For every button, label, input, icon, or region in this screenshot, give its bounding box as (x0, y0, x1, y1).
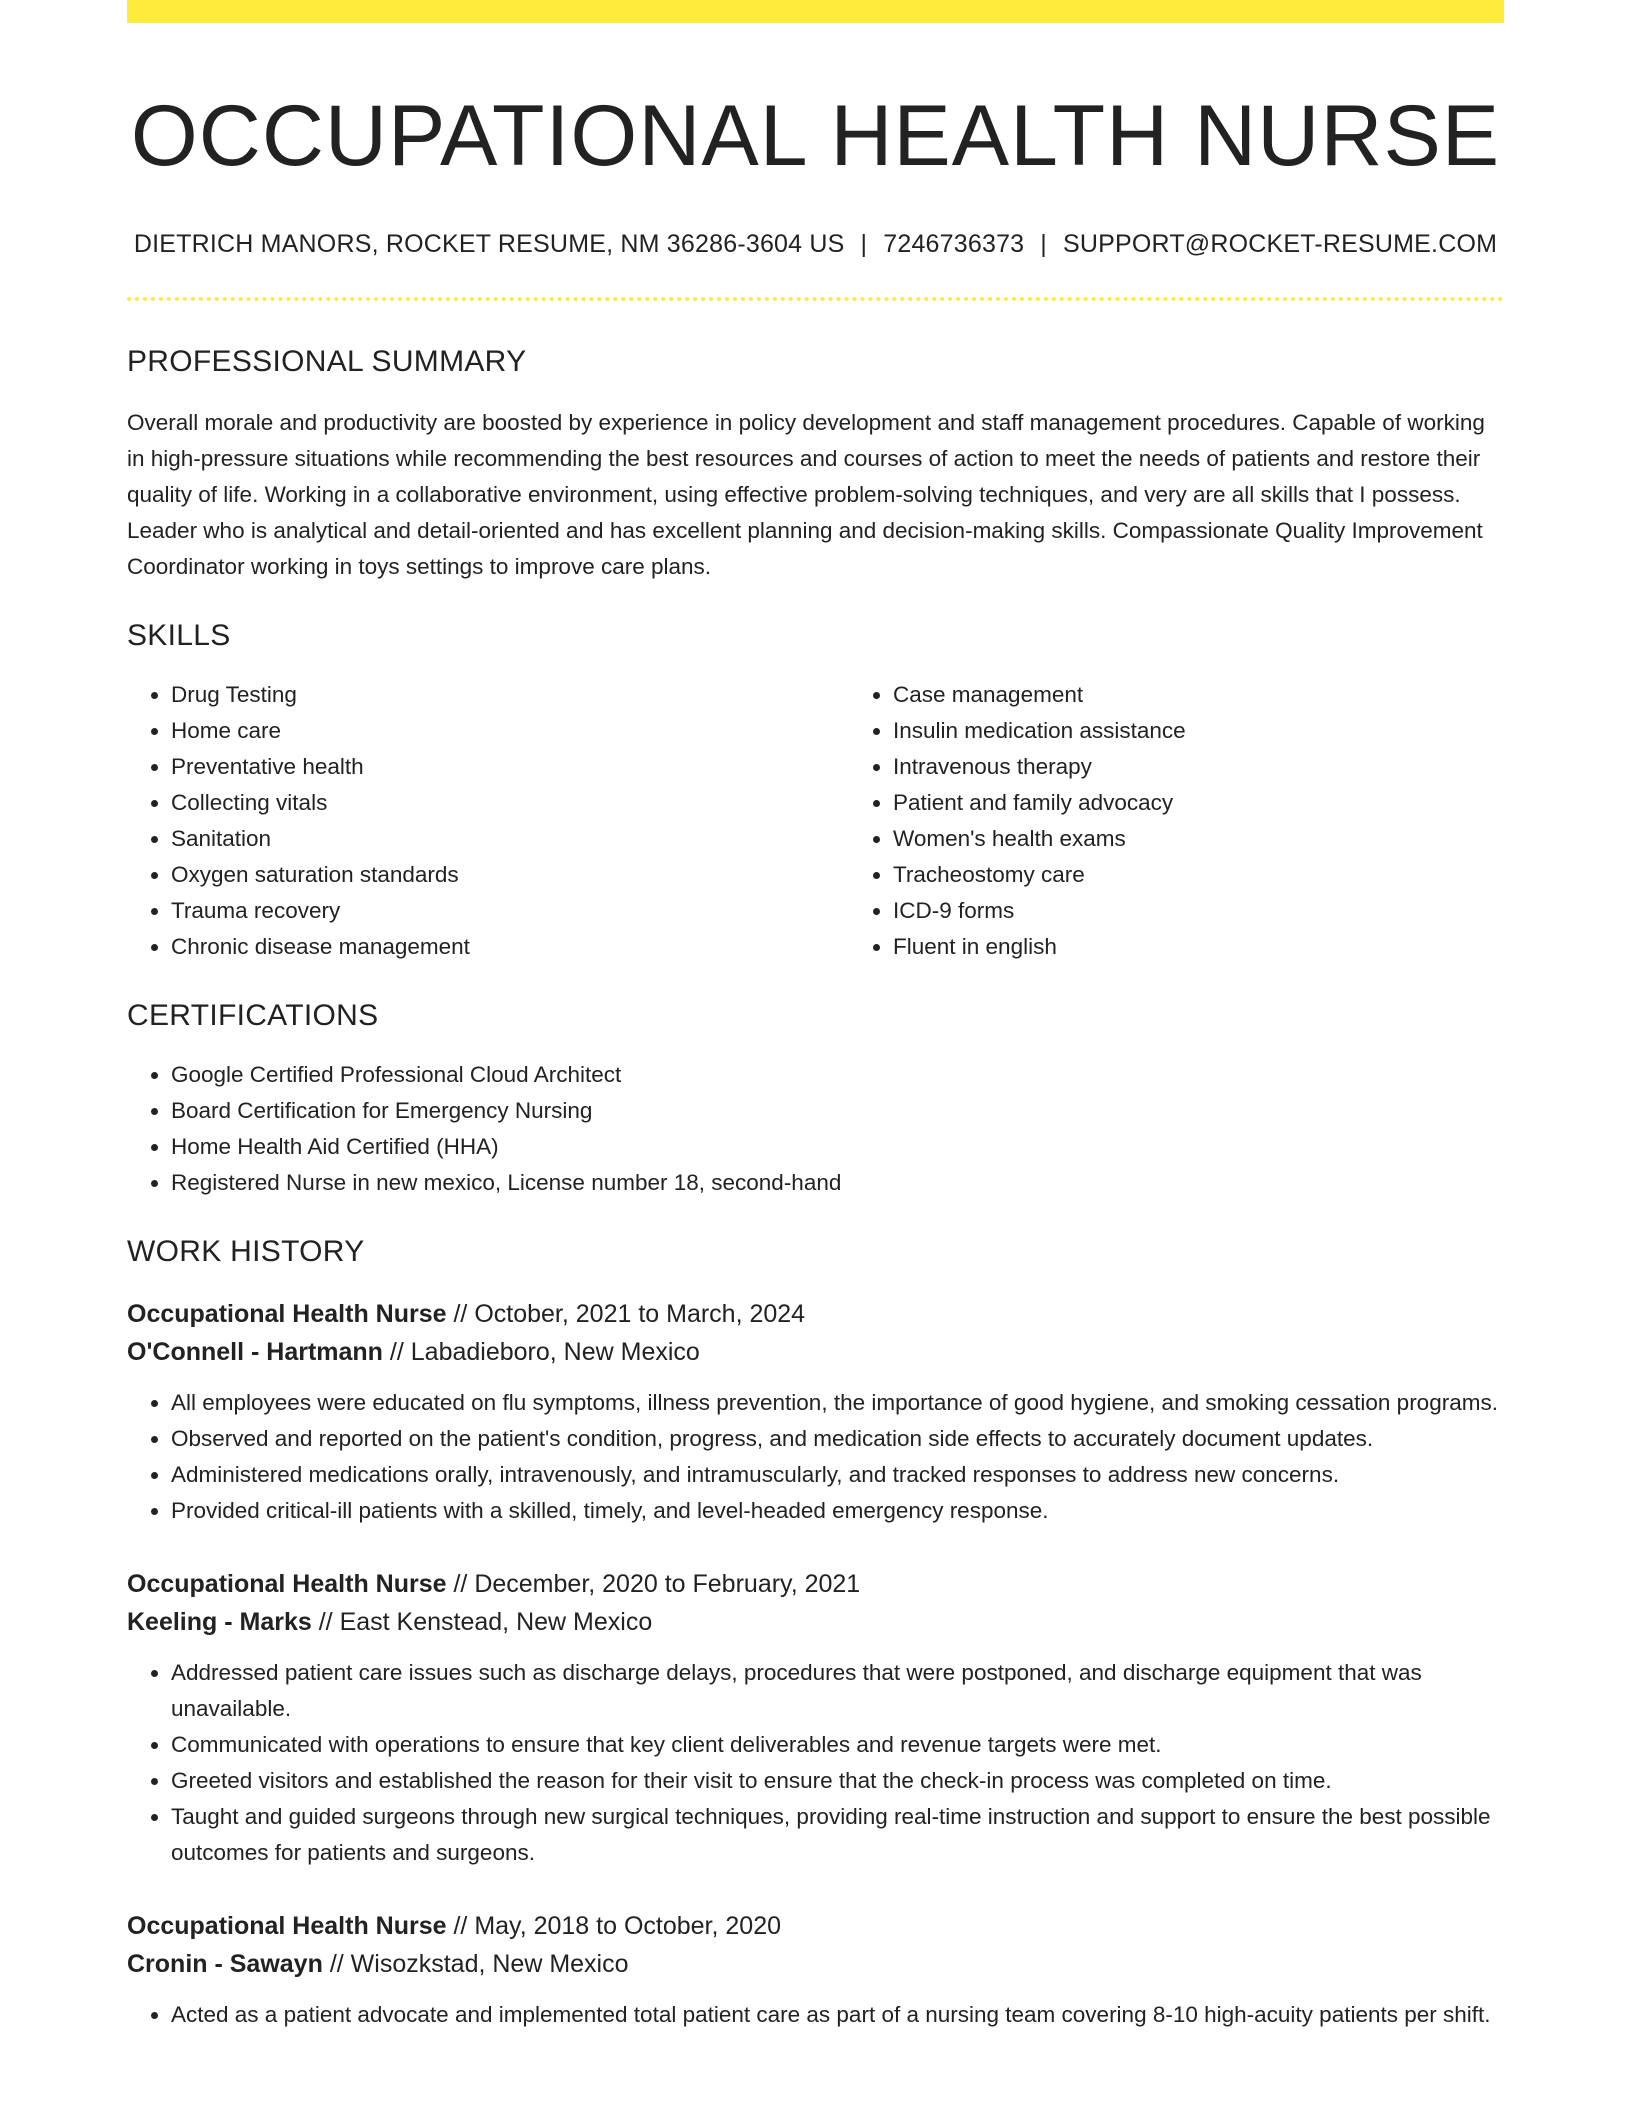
skill-item: • Tracheostomy care (893, 857, 1571, 893)
job-bullet: • All employees were educated on flu symptoms, illness prevention, the importance of good hygiene, and smoking cessation programs. (171, 1385, 1504, 1421)
job-title-line (127, 1295, 1504, 1333)
skill-item: • Intravenous therapy (893, 749, 1571, 785)
job-bullet: • Observed and reported on the patient's condition, progress, and medication side effects to accurately document updates. (171, 1421, 1504, 1457)
contact-separator: | (860, 230, 868, 259)
job-dates: // December, 2020 to February, 2021 (453, 1570, 861, 1599)
skill-item: • Patient and family advocacy (893, 785, 1571, 821)
skills-list-right (849, 677, 1571, 965)
contact-email: SUPPORT@ROCKET-RESUME.COM (1063, 230, 1498, 259)
skill-item: • Sanitation (171, 821, 849, 857)
resume-title: OCCUPATIONAL HEALTH NURSE (130, 88, 1501, 184)
job-entry (127, 1907, 1504, 2033)
contact-address: DIETRICH MANORS, ROCKET RESUME, NM 36286-3604 US (133, 230, 845, 259)
certification-item: • Board Certification for Emergency Nursing (171, 1093, 1504, 1129)
certification-item: • Google Certified Professional Cloud Architect (171, 1057, 1504, 1093)
job-bullets (127, 1385, 1504, 1529)
skill-item: • Drug Testing (171, 677, 849, 713)
job-bullet: • Addressed patient care issues such as discharge delays, procedures that were postponed, and discharge equipment that was unavailable. (171, 1655, 1504, 1727)
job-company: Keeling - Marks (127, 1608, 312, 1637)
skills-list-left (127, 677, 849, 965)
skill-item: • Trauma recovery (171, 893, 849, 929)
dotted-divider (127, 297, 1504, 301)
job-company-line (127, 1333, 1504, 1371)
job-dates: // May, 2018 to October, 2020 (453, 1912, 781, 1941)
certification-item: • Registered Nurse in new mexico, License number 18, second-hand (171, 1165, 1504, 1201)
skill-item: • Case management (893, 677, 1571, 713)
job-title-line (127, 1907, 1504, 1945)
job-title: Occupational Health Nurse (127, 1570, 447, 1599)
skill-item: • Fluent in english (893, 929, 1571, 965)
job-company: O'Connell - Hartmann (127, 1338, 383, 1367)
job-title-line (127, 1565, 1504, 1603)
certifications-list (127, 1057, 1504, 1201)
job-dates: // October, 2021 to March, 2024 (453, 1300, 806, 1329)
job-bullet: • Acted as a patient advocate and implemented total patient care as part of a nursing team covering 8-10 high-acuity patients per shift. (171, 1997, 1504, 2033)
skill-item: • Insulin medication assistance (893, 713, 1571, 749)
job-entry (127, 1565, 1504, 1871)
skill-item: • Collecting vitals (171, 785, 849, 821)
work-history-heading: WORK HISTORY (127, 1235, 365, 1269)
skill-item: • ICD-9 forms (893, 893, 1571, 929)
job-location: // Labadieboro, New Mexico (389, 1338, 700, 1367)
job-bullet: • Greeted visitors and established the reason for their visit to ensure that the check-in process was completed on time. (171, 1763, 1504, 1799)
job-bullets (127, 1655, 1504, 1871)
job-bullet: • Taught and guided surgeons through new surgical techniques, providing real-time instruction and support to ensure the best possible outcomes for patients and surgeons. (171, 1799, 1504, 1871)
job-bullet: • Communicated with operations to ensure that key client deliverables and revenue targets were met. (171, 1727, 1504, 1763)
contact-phone: 7246736373 (883, 230, 1025, 259)
summary-text: Overall morale and productivity are boosted by experience in policy development and staff management procedures. Capable of working in high-pressure situations while recommending the best resources and courses of action to meet the needs of patients and restore their quality of life. Working in a collaborative environment, using effective problem-solving techniques, and very are all skills that I possess. Leader who is analytical and detail-oriented and has excellent planning and decision-making skills. Compassionate Quality Improvement Coordinator working in toys settings to improve care plans. (127, 410, 1485, 580)
job-company: Cronin - Sawayn (127, 1950, 323, 1979)
job-title: Occupational Health Nurse (127, 1912, 447, 1941)
job-bullet: • Administered medications orally, intravenously, and intramuscularly, and tracked responses to address new concerns. (171, 1457, 1504, 1493)
certification-item: • Home Health Aid Certified (HHA) (171, 1129, 1504, 1165)
job-title: Occupational Health Nurse (127, 1300, 447, 1329)
skill-item: • Home care (171, 713, 849, 749)
certifications-heading: CERTIFICATIONS (127, 999, 379, 1033)
job-company-line (127, 1603, 1504, 1641)
resume-page (127, 0, 1504, 2033)
skill-item: • Women's health exams (893, 821, 1571, 857)
job-company-line (127, 1945, 1504, 1983)
job-location: // Wisozkstad, New Mexico (329, 1950, 629, 1979)
summary-heading: PROFESSIONAL SUMMARY (127, 345, 527, 379)
skill-item: • Chronic disease management (171, 929, 849, 965)
job-entry (127, 1295, 1504, 1529)
job-location: // East Kenstead, New Mexico (318, 1608, 653, 1637)
accent-bar (127, 0, 1504, 23)
skill-item: • Oxygen saturation standards (171, 857, 849, 893)
skill-item: • Preventative health (171, 749, 849, 785)
contact-separator: | (1040, 230, 1047, 259)
contact-line (127, 230, 1504, 259)
job-bullets (127, 1997, 1504, 2033)
skills-heading: SKILLS (127, 619, 231, 653)
job-bullet: • Provided critical-ill patients with a skilled, timely, and level-headed emergency response. (171, 1493, 1504, 1529)
skills-columns (127, 677, 1504, 965)
